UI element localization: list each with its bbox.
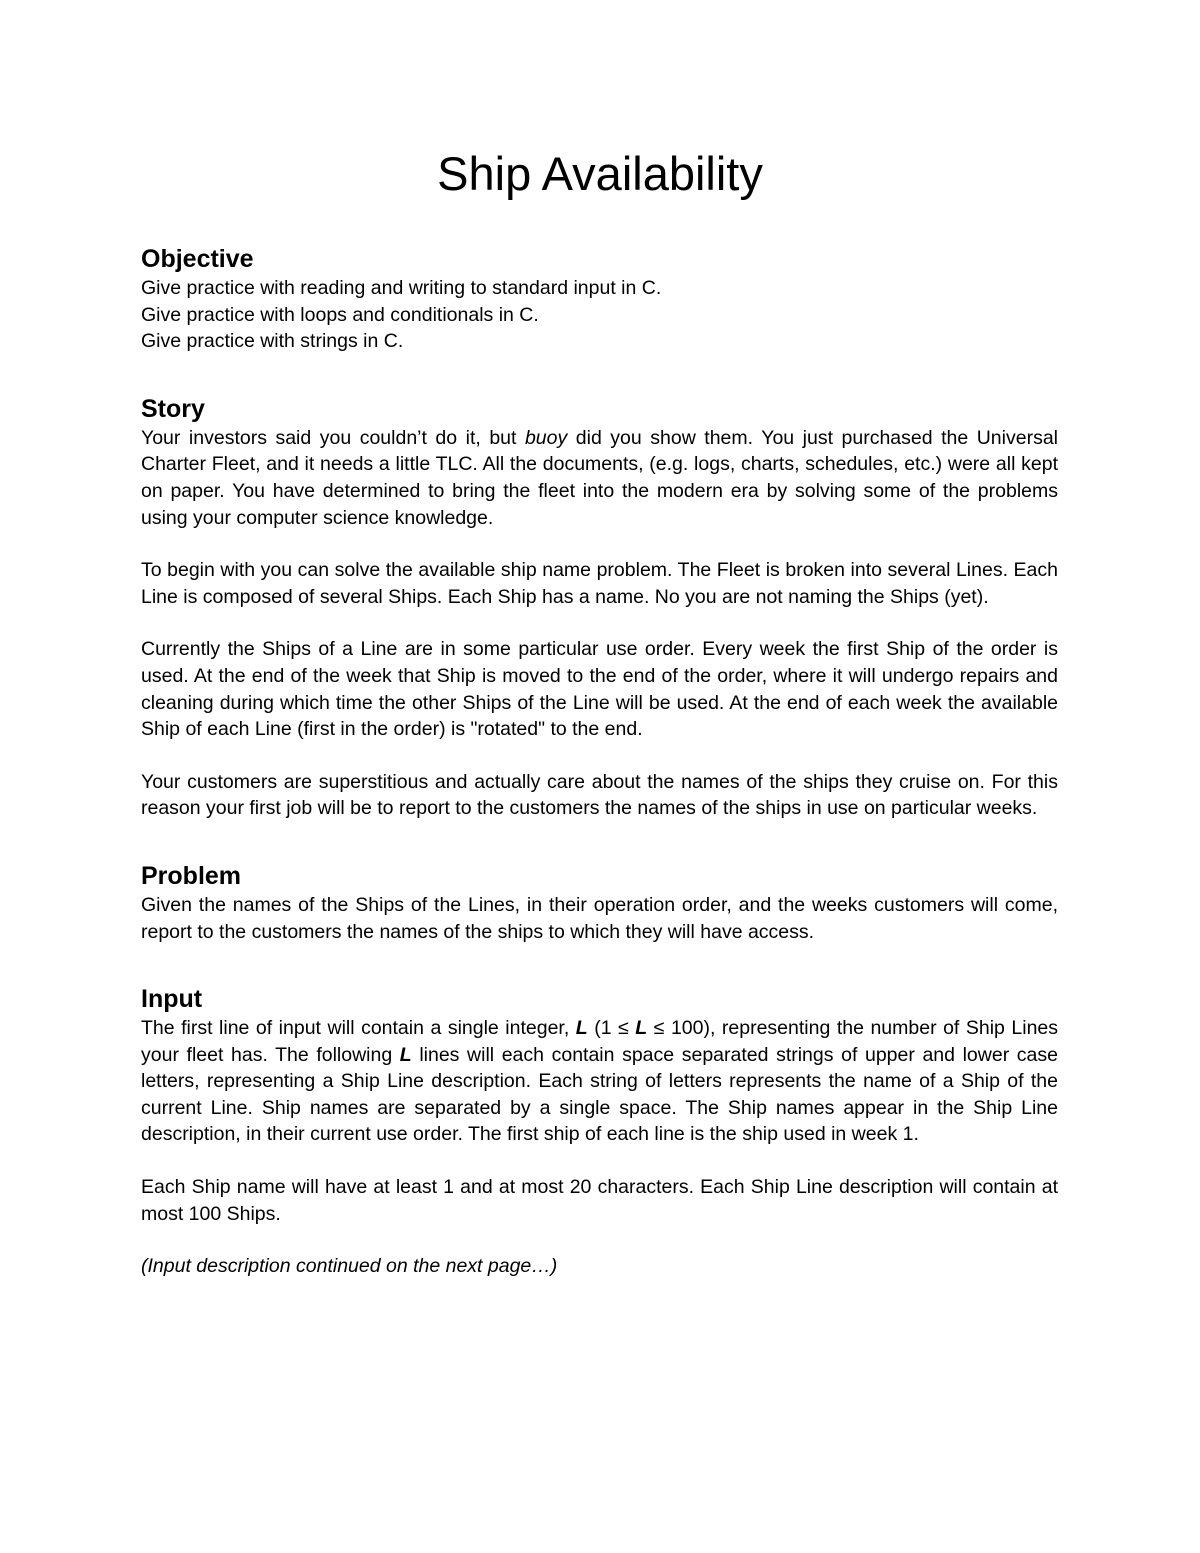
story-section: [141, 393, 1058, 822]
input-section: [141, 983, 1058, 1280]
objective-line: Give practice with reading and writing to standard input in C.: [141, 277, 662, 299]
problem-heading: Problem: [141, 861, 242, 890]
objective-line: Give practice with strings in C.: [141, 330, 404, 353]
story-paragraph: Your customers are superstitious and actually care about the names of the ships they cruise on. For this reason your first job will be to report to the customers the names of the ships in use on particular weeks.: [141, 770, 1058, 820]
objective-heading: Objective: [141, 245, 254, 273]
continued-note: [141, 1253, 1058, 1280]
variable-l: L: [575, 1017, 588, 1040]
variable-l: L: [399, 1043, 412, 1066]
problem-paragraph: Given the names of the Ships of the Lines, in their operation order, and the weeks customers will come, report to the customers the names of the ships to which they will have access.: [141, 893, 1058, 943]
continued-text: (Input description continued on the next page…): [141, 1255, 558, 1278]
story-paragraph: [141, 425, 1058, 531]
input-paragraph: Each Ship name will have at least 1 and at most 20 characters. Each Ship Line description will contain at most 100 Ships.: [141, 1176, 1058, 1225]
objective-line: Give practice with loops and conditionals in C.: [141, 303, 539, 326]
story-emphasis: buoy: [524, 426, 568, 449]
objective-section: [141, 243, 1058, 355]
input-text: ≤ 100), representing the number of Ship Lines your fleet has. The following: [141, 1017, 1059, 1066]
story-text: did you show them. You just purchased the Universal Charter Fleet, and it needs a little TLC. All the documents, (e.g. logs, charts, schedules, etc.) were all kept on paper. You have determined to bring the fleet into the modern era by solving some of the problems using your computer science knowledge.: [141, 426, 1058, 529]
story-paragraph: Currently the Ships of a Line are in some particular use order. Every week the first Ship of the order is used. At the end of the week that Ship is moved to the end of the order, where it will undergo repairs and cleaning during which time the other Ships of the Line will be used. At the end of each week the available Ship of each Line (first in the order) is "rotated" to the end.: [141, 638, 1058, 741]
page-title: Ship Availability: [437, 147, 763, 200]
input-text: (1 ≤: [587, 1017, 636, 1040]
input-text: The first line of input will contain a single integer,: [141, 1017, 576, 1040]
document-body: [141, 243, 1058, 1280]
input-heading: Input: [141, 985, 203, 1014]
problem-section: [141, 860, 1058, 945]
input-text: lines will each contain space separated strings of upper and lower case letters, representing a Ship Line description. Each string of letters represents the name of a Ship of the current Line. Ship names are separated by a single space. The Ship names appear in the Ship Line description, in their current use order. The first ship of each line is the ship used in week 1.: [141, 1043, 1058, 1146]
variable-l: L: [635, 1017, 648, 1040]
input-paragraph: [141, 1015, 1058, 1148]
story-heading: Story: [141, 394, 205, 423]
story-paragraph: To begin with you can solve the available ship name problem. The Fleet is broken into several Lines. Each Line is composed of several Ships. Each Ship has a name. No you are not naming the Ships (yet).: [141, 559, 1058, 608]
story-text: Your investors said you couldn’t do it, but: [141, 426, 525, 449]
